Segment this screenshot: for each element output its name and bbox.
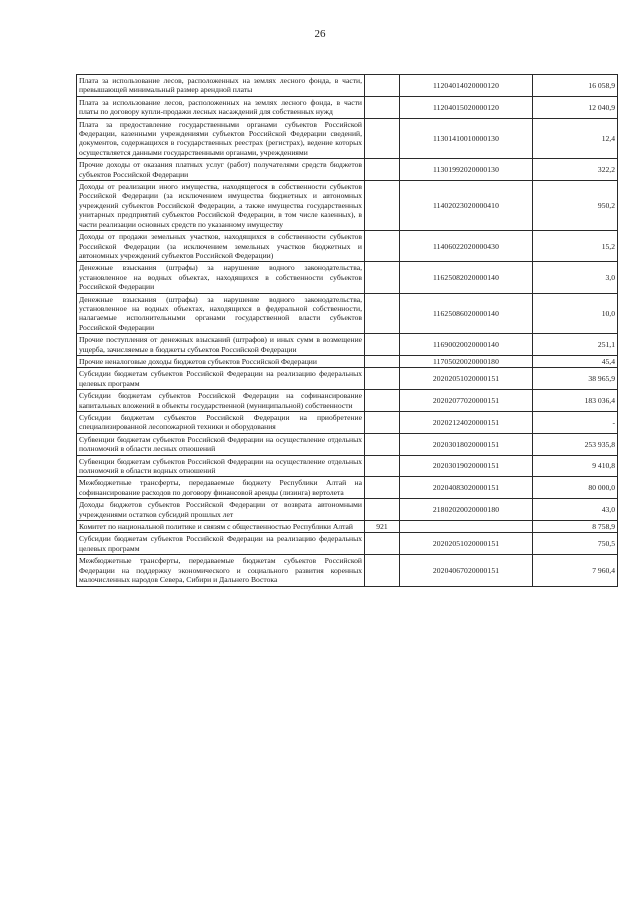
revenue-name-cell: Субсидии бюджетам субъектов Российской Федерации на приобретение специализированной лесопожарной техники и оборудования [77, 412, 365, 434]
table-row [77, 455, 618, 477]
revenue-name-cell: Субвенции бюджетам субъектов Российской Федерации на осуществление отдельных полномочий в области лесных отношений [77, 433, 365, 455]
admin-code-cell [365, 368, 400, 390]
revenue-name-cell: Денежные взыскания (штрафы) за нарушение водного законодательства, установленное на водных объектах, находящихся в федеральной собственности, налагаемые исполнительными органами государственной власти субъектов Российской Федерации [77, 293, 365, 334]
classification-code-cell: 20202051020000151 [400, 368, 533, 390]
classification-code-cell: 11625082020000140 [400, 262, 533, 293]
table-row [77, 521, 618, 533]
revenue-name-cell: Прочие поступления от денежных взысканий (штрафов) и иных сумм в возмещение ущерба, зачисляемые в бюджеты субъектов Российской Федерации [77, 334, 365, 356]
table-row [77, 334, 618, 356]
revenue-name-cell: Субсидии бюджетам субъектов Российской Федерации на реализацию федеральных целевых программ [77, 533, 365, 555]
admin-code-cell [365, 355, 400, 367]
revenue-name-cell: Прочие доходы от оказания платных услуг (работ) получателями средств бюджетов субъектов Российской Федерации [77, 159, 365, 181]
amount-cell: 253 935,8 [533, 433, 618, 455]
amount-cell: 10,0 [533, 293, 618, 334]
table-row [77, 118, 618, 159]
revenue-name-cell: Комитет по национальной политике и связям с общественностью Республики Алтай [77, 521, 365, 533]
admin-code-cell [365, 499, 400, 521]
amount-cell: 80 000,0 [533, 477, 618, 499]
amount-cell: - [533, 412, 618, 434]
classification-code-cell: 11301992020000130 [400, 159, 533, 181]
admin-code-cell [365, 118, 400, 159]
classification-code-cell: 20202124020000151 [400, 412, 533, 434]
table-row [77, 262, 618, 293]
table-row [77, 159, 618, 181]
amount-cell: 3,0 [533, 262, 618, 293]
classification-code-cell: 20204083020000151 [400, 477, 533, 499]
admin-code-cell [365, 262, 400, 293]
classification-code-cell: 11301410010000130 [400, 118, 533, 159]
classification-code-cell: 20203018020000151 [400, 433, 533, 455]
revenue-name-cell: Плата за предоставление государственными органами субъектов Российской Федерации, казенными учреждениями субъектов Российской Федерации сведений, документов, содержащихся в государственных реестрах (регистрах), ведение которых осуществляется данными государственными органами, учреждениями [77, 118, 365, 159]
classification-code-cell: 11705020020000180 [400, 355, 533, 367]
amount-cell: 322,2 [533, 159, 618, 181]
classification-code-cell: 11204015020000120 [400, 96, 533, 118]
classification-code-cell: 20202077020000151 [400, 390, 533, 412]
admin-code-cell: 921 [365, 521, 400, 533]
table-row [77, 477, 618, 499]
amount-cell: 950,2 [533, 181, 618, 231]
classification-code-cell: 20203019020000151 [400, 455, 533, 477]
amount-cell: 8 758,9 [533, 521, 618, 533]
table-row [77, 499, 618, 521]
admin-code-cell [365, 293, 400, 334]
admin-code-cell [365, 181, 400, 231]
revenue-name-cell: Плата за использование лесов, расположенных на землях лесного фонда, в части платы по договору купли-продажи лесных насаждений для собственных нужд [77, 96, 365, 118]
revenue-table [76, 74, 618, 587]
amount-cell: 38 965,9 [533, 368, 618, 390]
revenue-name-cell: Доходы от продажи земельных участков, находящихся в собственности субъектов Российской Федерации (за исключением земельных участков бюджетных и автономных учреждений субъектов Российской Федерации) [77, 231, 365, 262]
table-row [77, 231, 618, 262]
amount-cell: 750,5 [533, 533, 618, 555]
admin-code-cell [365, 533, 400, 555]
classification-code-cell: 11204014020000120 [400, 75, 533, 97]
classification-code-cell: 21802020020000180 [400, 499, 533, 521]
admin-code-cell [365, 455, 400, 477]
admin-code-cell [365, 334, 400, 356]
table-row [77, 412, 618, 434]
revenue-name-cell: Плата за использование лесов, расположенных на землях лесного фонда, в части, превышающей минимальный размер арендной платы [77, 75, 365, 97]
admin-code-cell [365, 477, 400, 499]
table-row [77, 293, 618, 334]
table-row [77, 555, 618, 586]
revenue-name-cell: Доходы бюджетов субъектов Российской Федерации от возврата автономными учреждениями остатков субсидий прошлых лет [77, 499, 365, 521]
admin-code-cell [365, 390, 400, 412]
admin-code-cell [365, 159, 400, 181]
table-row [77, 533, 618, 555]
table-row [77, 368, 618, 390]
classification-code-cell: 11625086020000140 [400, 293, 533, 334]
classification-code-cell: 11406022020000430 [400, 231, 533, 262]
page-number: 26 [314, 28, 326, 40]
table-row [77, 181, 618, 231]
admin-code-cell [365, 231, 400, 262]
amount-cell: 251,1 [533, 334, 618, 356]
amount-cell: 12,4 [533, 118, 618, 159]
amount-cell: 43,0 [533, 499, 618, 521]
revenue-name-cell: Прочие неналоговые доходы бюджетов субъектов Российской Федерации [77, 355, 365, 367]
amount-cell: 15,2 [533, 231, 618, 262]
admin-code-cell [365, 412, 400, 434]
classification-code-cell: 11402023020000410 [400, 181, 533, 231]
classification-code-cell: 20204067020000151 [400, 555, 533, 586]
revenue-table-body [77, 75, 618, 587]
admin-code-cell [365, 433, 400, 455]
revenue-name-cell: Доходы от реализации иного имущества, находящегося в собственности субъектов Российской Федерации (за исключением имущества бюджетных и автономных учреждений субъектов Российской Федерации, а также имущества государственных унитарных предприятий субъектов Российской Федерации, в том числе казенных), в части реализации основных средств по указанному имуществу [77, 181, 365, 231]
table-row [77, 96, 618, 118]
amount-cell: 16 058,9 [533, 75, 618, 97]
table-row [77, 433, 618, 455]
revenue-name-cell: Межбюджетные трансферты, передаваемые бюджетам субъектов Российской Федерации на поддержку экономического и социального развития коренных малочисленных народов Севера, Сибири и Дальнего Востока [77, 555, 365, 586]
revenue-name-cell: Субсидии бюджетам субъектов Российской Федерации на реализацию федеральных целевых программ [77, 368, 365, 390]
revenue-name-cell: Субвенции бюджетам субъектов Российской Федерации на осуществление отдельных полномочий в области водных отношений [77, 455, 365, 477]
classification-code-cell [400, 521, 533, 533]
revenue-name-cell: Субсидии бюджетам субъектов Российской Федерации на софинансирование капитальных вложений в объекты государственной (муниципальной) собственности [77, 390, 365, 412]
amount-cell: 183 036,4 [533, 390, 618, 412]
classification-code-cell: 20202051020000151 [400, 533, 533, 555]
amount-cell: 7 960,4 [533, 555, 618, 586]
classification-code-cell: 11690020020000140 [400, 334, 533, 356]
revenue-name-cell: Денежные взыскания (штрафы) за нарушение водного законодательства, установленное на водных объектах, находящихся в собственности субъектов Российской Федерации [77, 262, 365, 293]
admin-code-cell [365, 96, 400, 118]
admin-code-cell [365, 75, 400, 97]
table-row [77, 390, 618, 412]
amount-cell: 9 410,8 [533, 455, 618, 477]
table-row [77, 355, 618, 367]
admin-code-cell [365, 555, 400, 586]
amount-cell: 12 040,9 [533, 96, 618, 118]
revenue-name-cell: Межбюджетные трансферты, передаваемые бюджету Республики Алтай на софинансирование расходов по договору финансовой аренды (лизинга) вертолета [77, 477, 365, 499]
amount-cell: 45,4 [533, 355, 618, 367]
table-row [77, 75, 618, 97]
